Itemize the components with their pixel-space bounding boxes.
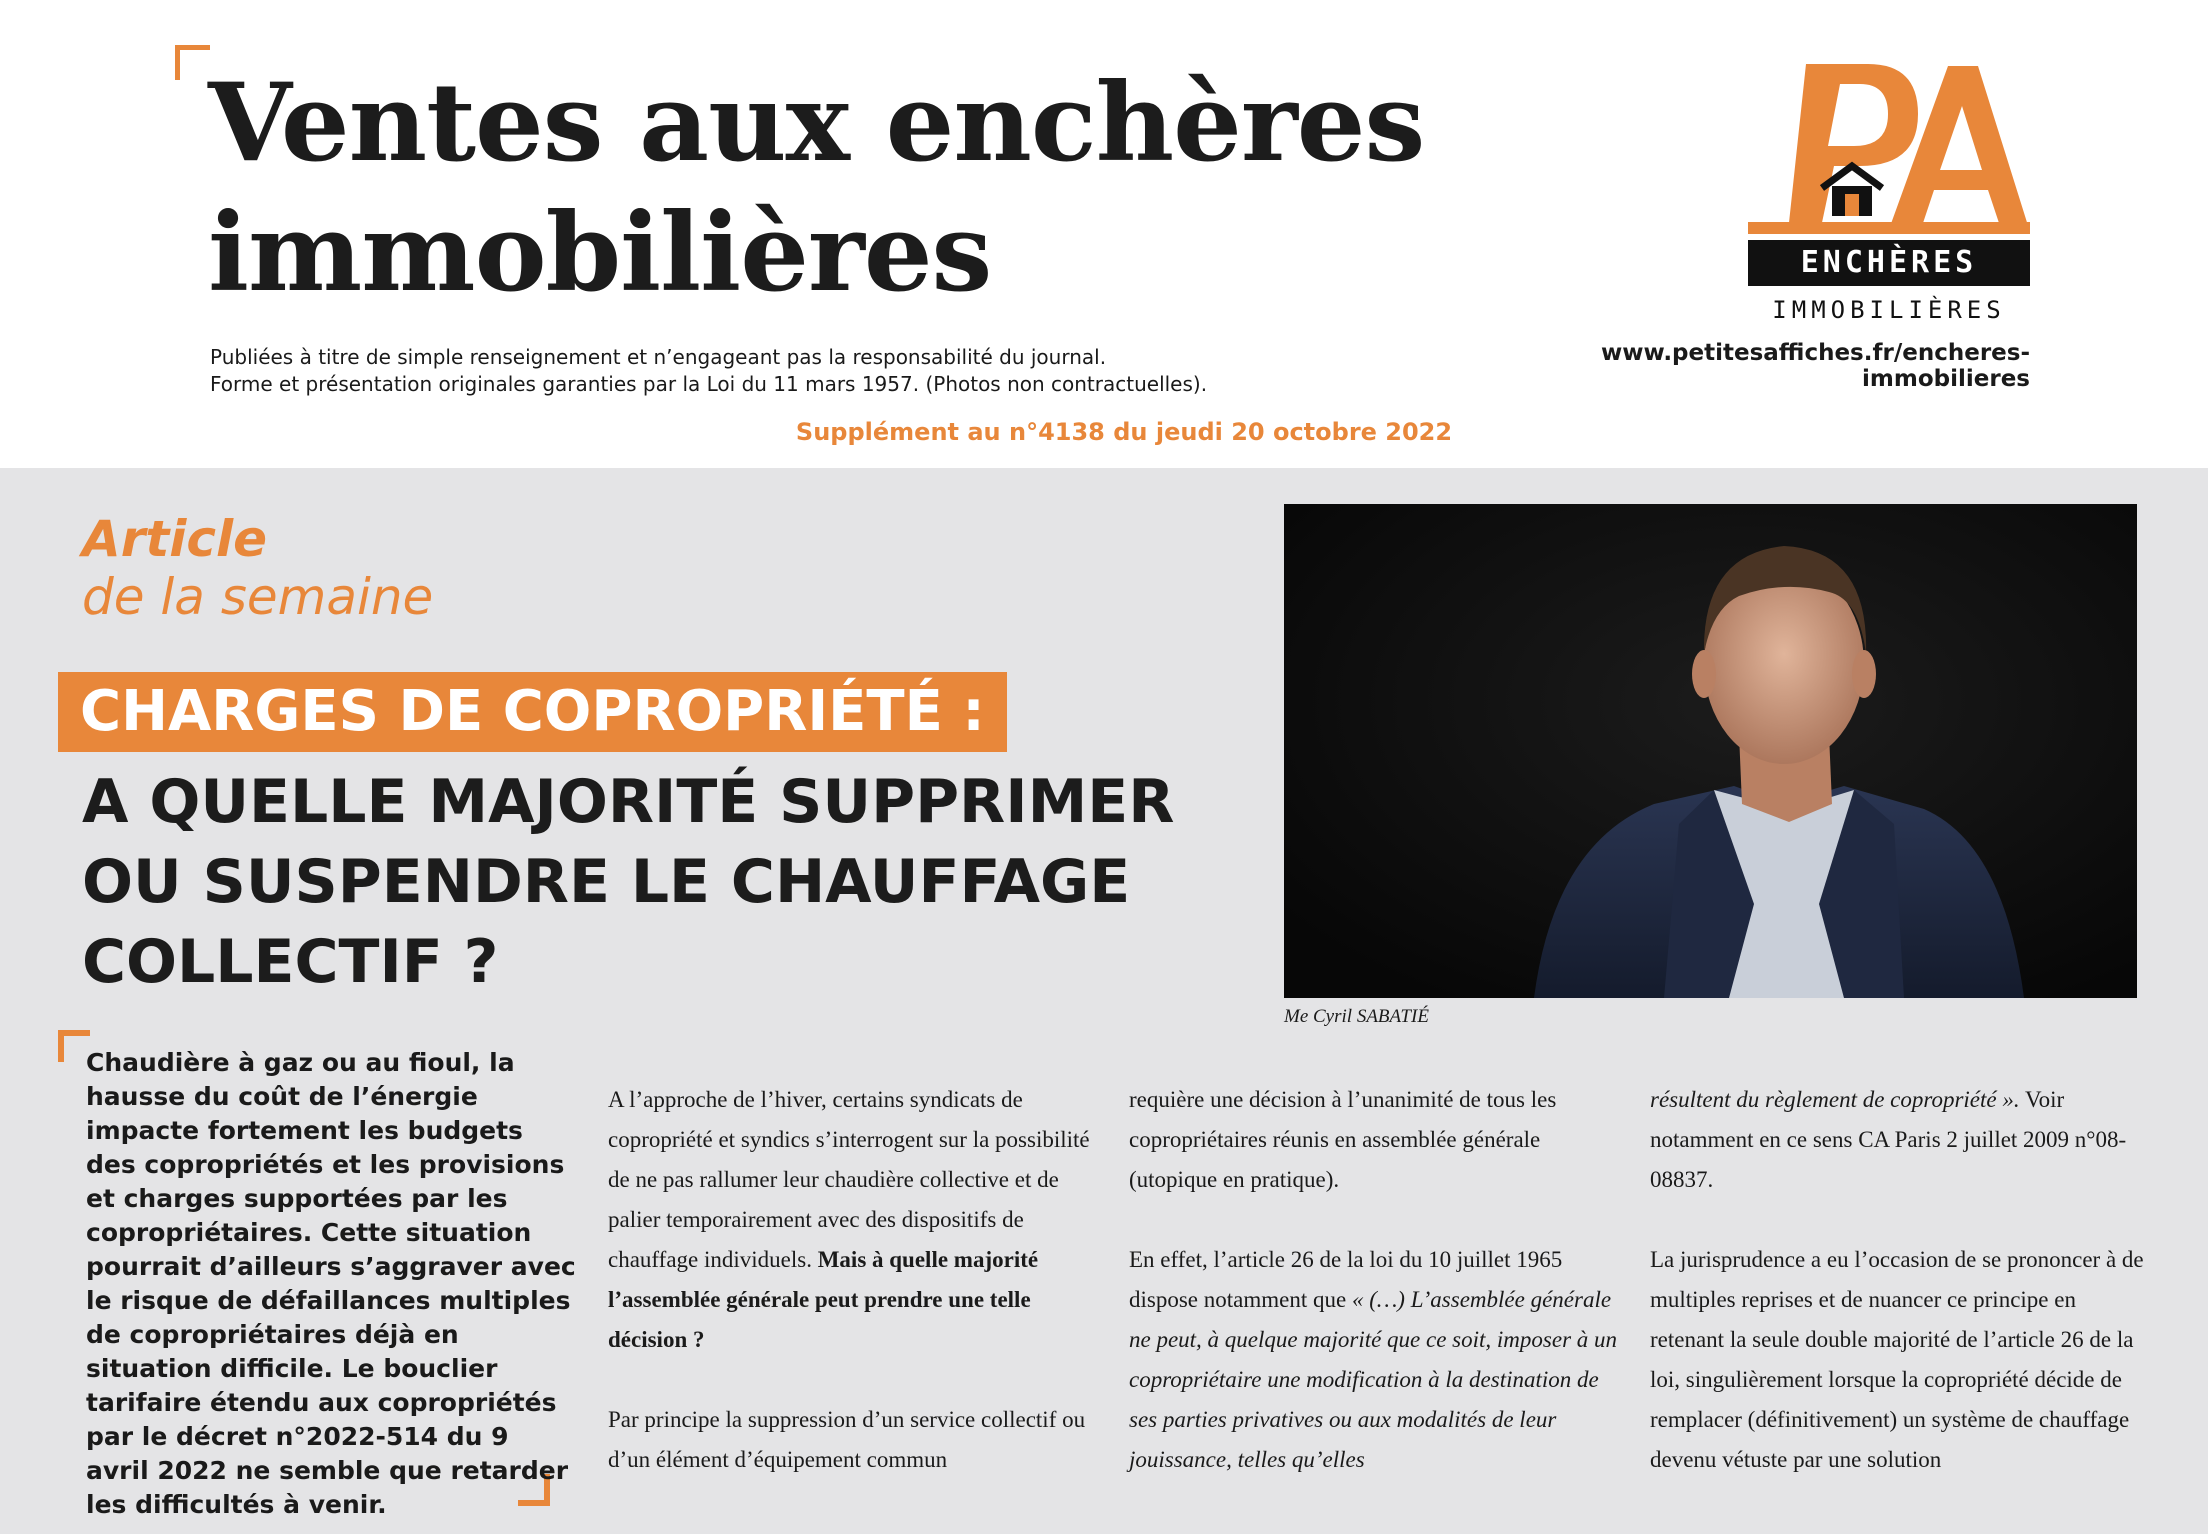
headline-line-1: A QUELLE MAJORITÉ SUPPRIMER (82, 767, 1175, 837)
article-kicker: CHARGES DE COPROPRIÉTÉ : (58, 672, 1007, 752)
col1-paragraph-2: Par principe la suppression d’un service collectif ou d’un élément d’équipement commun (608, 1407, 1086, 1472)
col3-paragraph-1 (1650, 1080, 2150, 1200)
body-column-2 (1129, 1080, 1629, 1520)
pa-logo[interactable] (1748, 62, 2030, 332)
disclaimer (210, 344, 1207, 398)
headline-line-2: OU SUSPENDRE LE CHAUFFAGE (82, 847, 1131, 917)
headline-line-3: COLLECTIF ? (82, 927, 499, 997)
col2-p2-text: En effet, l’article 26 de la loi du 10 juillet 1965 dispose notamment que (1129, 1247, 1563, 1312)
col2-paragraph-2 (1129, 1240, 1629, 1480)
article-headline (82, 762, 1262, 1002)
disclaimer-line-1: Publiées à titre de simple renseignement et n’engageant pas la responsabilité du journal. (210, 345, 1107, 369)
title-line-2: immobilières (208, 190, 992, 316)
body-column-1 (608, 1080, 1108, 1520)
pa-logo-graphic (1748, 62, 2030, 332)
col3-paragraph-2: La jurisprudence a eu l’occasion de se prononcer à de multiples reprises et de nuancer ce principe en retenant la seule double majorité de l’article 26 de la loi, singulièrement lorsque la copropriété décide de remplacer (définitivement) un système de chauffage devenu vétuste par une solution (1650, 1247, 2144, 1472)
logo-word-immobilieres: IMMOBILIÈRES (1772, 296, 2006, 324)
supplement-issue: Supplément au n°4138 du jeudi 20 octobre 2022 (795, 418, 1453, 446)
body-column-3 (1650, 1080, 2150, 1520)
photo-caption: Me Cyril SABATIÉ (1284, 1006, 1429, 1027)
col2-paragraph-1: requière une décision à l’unanimité de tous les copropriétaires réunis en assemblée générale (utopique en pratique). (1129, 1087, 1557, 1192)
col2-p2-quote: « (…) L’assemblée générale ne peut, à quelque majorité que ce soit, imposer à un copropriétaire une modification à la destination de ses parties privatives ou aux modalités de leur jouissance, telles qu’elles (1129, 1287, 1618, 1472)
label-article: Article (82, 510, 268, 568)
logo-word-encheres: ENCHÈRES (1800, 245, 1978, 280)
author-portrait-photo (1284, 504, 2137, 998)
label-de-la-semaine: de la semaine (82, 568, 434, 626)
col1-paragraph-1 (608, 1080, 1108, 1360)
portrait-illustration (1284, 504, 2137, 998)
title-corner-mark (175, 45, 210, 80)
disclaimer-line-2: Forme et présentation originales garanties par la Loi du 11 mars 1957. (Photos non contractuelles). (210, 372, 1208, 396)
page-title (208, 58, 1424, 318)
article-lead: Chaudière à gaz ou au fioul, la hausse du coût de l’énergie impacte fortement les budgets des copropriétés et les provisions et charges supportées par les copropriétaires. Cette situation pourrait d’ailleurs s’aggraver avec le risque de défaillances multiples de copropriétaires déjà en situation difficile. Le bouclier tarifaire étendu aux copropriétés par le décret n°2022-514 du 9 avril 2022 ne semble que retarder les difficultés à venir. (86, 1048, 576, 1519)
col1-p1-text: A l’approche de l’hiver, certains syndicats de copropriété et syndics s’interrogent sur la possibilité de ne pas rallumer leur chaudière collective et de palier temporairement avec des dispositifs de chauffage individuels. (608, 1087, 1090, 1272)
col1-p1-question: Mais à quelle majorité l’assemblée générale peut prendre une telle décision ? (608, 1247, 1039, 1352)
col3-p1-text: Voir notamment en ce sens CA Paris 2 juillet 2009 n°08-08837. (1650, 1087, 2127, 1192)
website-link[interactable]: www.petitesaffiches.fr/encheres-immobilieres (1601, 340, 2030, 392)
article-of-the-week-label (82, 510, 433, 626)
title-line-1: Ventes aux enchères (208, 60, 1425, 186)
col3-p1-quote: résultent du règlement de copropriété ». (1650, 1087, 2020, 1112)
